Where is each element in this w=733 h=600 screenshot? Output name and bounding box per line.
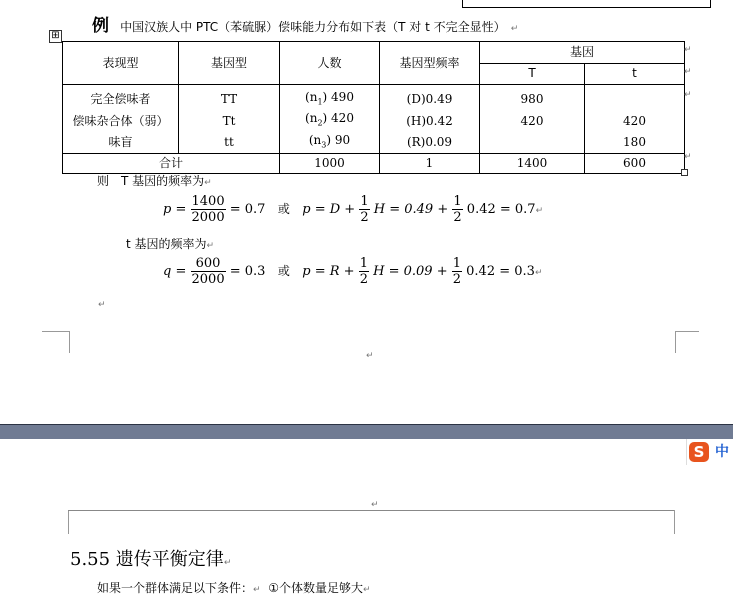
header-phenotype: 表现型 — [63, 42, 179, 85]
cell-freq: (H)0.42 — [380, 110, 480, 131]
ime-logo-icon[interactable]: S — [689, 442, 709, 462]
cell-total-t: 600 — [585, 154, 685, 174]
page-corner-mark — [674, 510, 676, 534]
header-line — [68, 510, 674, 512]
cell-total-label: 合计 — [63, 154, 280, 174]
paragraph-mark-icon: ↵ — [98, 300, 106, 310]
example-line — [92, 11, 518, 36]
ime-toolbar[interactable] — [686, 439, 733, 465]
cell-t: 180 — [585, 132, 685, 154]
cell-t — [585, 85, 685, 111]
cell-total-freq: 1 — [380, 154, 480, 174]
row-end-mark-icon: ↵ — [684, 45, 692, 55]
page-corner-mark — [675, 331, 699, 333]
then-T-text: 则 T 基因的频率为↵ — [97, 174, 212, 188]
cell-count: $(n_3)$ 90 — [280, 132, 380, 154]
textbox-fragment[interactable] — [462, 0, 711, 8]
table-resize-handle[interactable] — [681, 169, 688, 176]
row-end-mark-icon: ↵ — [684, 67, 692, 77]
genotype-table — [62, 41, 685, 174]
example-text: 中国汉族人中 PTC（苯硫脲）偿味能力分布如下表（T 对 t 不完全显性） — [120, 20, 506, 34]
cell-total-T: 1400 — [480, 154, 585, 174]
equation-p: p = $\frac{1400}{2000}$ = 0.7 或 p = D + $\frac{1}{2}$ H = 0.49 + $\frac{1}{2}$ 0.42 = 0.7↵ — [163, 194, 544, 225]
paragraph-mark-icon: ↵ — [366, 351, 374, 361]
cell-count: $(n_1)$ 490 — [280, 85, 380, 111]
row-end-mark-icon: ↵ — [684, 90, 692, 100]
cell-freq: (D)0.49 — [380, 85, 480, 111]
header-gene-T: T — [480, 63, 585, 85]
cell-t: 420 — [585, 110, 685, 131]
header-gene-t: t — [585, 63, 685, 85]
cell-genotype: tt — [179, 132, 280, 154]
page-corner-mark — [68, 510, 70, 534]
page-corner-mark — [675, 331, 700, 353]
cell-count: $(n_2)$ 420 — [280, 110, 380, 131]
cell-phenotype: 完全偿味者 — [63, 85, 179, 111]
then-t-text: t 基因的频率为↵ — [126, 237, 215, 251]
cell-genotype: TT — [179, 85, 280, 111]
paragraph-mark-icon: ↵ — [371, 500, 379, 510]
example-label: 例 — [92, 16, 109, 36]
table-row-total — [63, 154, 685, 174]
cell-phenotype: 味盲 — [63, 132, 179, 154]
cell-genotype: Tt — [179, 110, 280, 131]
header-count: 人数 — [280, 42, 380, 85]
page-corner-mark — [42, 331, 70, 353]
conditions-text: 如果一个群体满足以下条件：↵ ①个体数量足够大↵ — [97, 581, 371, 595]
table-move-handle-icon[interactable]: ⊞ — [49, 30, 62, 43]
table-row — [63, 110, 685, 131]
equation-q: q = $\frac{600}{2000}$ = 0.3 或 p = R + $\frac{1}{2}$ H = 0.09 + $\frac{1}{2}$ 0.42 = 0.3↵ — [163, 256, 543, 287]
page-corner-mark — [42, 331, 69, 333]
table-row — [63, 132, 685, 154]
header-genotype-freq: 基因型频率 — [380, 42, 480, 85]
header-gene: 基因 — [480, 42, 685, 64]
cell-total-count: 1000 — [280, 154, 380, 174]
page-gap — [0, 425, 733, 439]
header-genotype: 基因型 — [179, 42, 280, 85]
ime-mode-label[interactable]: 中 — [715, 444, 729, 460]
cell-freq: (R)0.09 — [380, 132, 480, 154]
cell-T — [480, 132, 585, 154]
cell-T: 980 — [480, 85, 585, 111]
row-end-mark-icon: ↵ — [684, 152, 692, 162]
paragraph-mark-icon: ↵ — [510, 24, 519, 34]
section-title: 5.55 遗传平衡定律↵ — [70, 549, 232, 570]
cell-phenotype: 偿味杂合体（弱） — [63, 110, 179, 131]
table-row — [63, 85, 685, 111]
cell-T: 420 — [480, 110, 585, 131]
